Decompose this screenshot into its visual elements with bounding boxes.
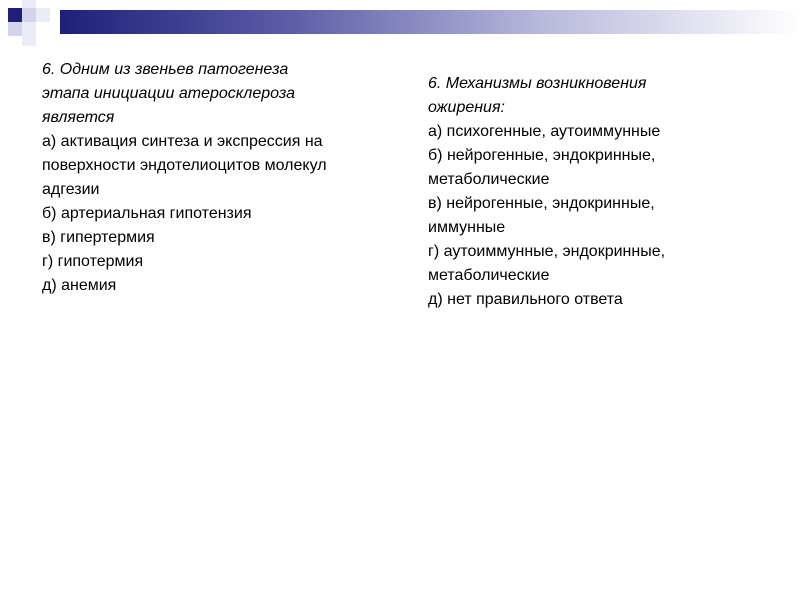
quiz-question-left: [42, 58, 402, 298]
decor-square-lavender-low: [8, 22, 22, 36]
quiz-question-right: [428, 72, 768, 312]
answer-option: д) нет правильного ответа: [428, 291, 623, 308]
answer-options: [428, 120, 768, 312]
question-line: этапа инициации атеросклероза: [42, 85, 295, 102]
answer-option: метаболические: [428, 267, 550, 284]
question-line: 6. Механизмы возникновения: [428, 75, 647, 92]
answer-option: а) психогенные, аутоиммунные: [428, 123, 661, 140]
answer-option: б) нейрогенные, эндокринные,: [428, 147, 656, 164]
question-text: [42, 58, 402, 130]
answer-option: д) анемия: [42, 277, 117, 294]
answer-option: а) активация синтеза и экспрессия на: [42, 133, 323, 150]
answer-option: г) аутоиммунные, эндокринные,: [428, 243, 666, 260]
answer-option: иммунные: [428, 219, 506, 236]
question-line: 6. Одним из звеньев патогенеза: [42, 61, 289, 78]
answer-option: в) гипертермия: [42, 229, 155, 246]
decor-square-light-bottom: [22, 36, 36, 46]
slide-header-decoration: [0, 0, 800, 48]
answer-options: [42, 130, 402, 298]
answer-option: в) нейрогенные, эндокринные,: [428, 195, 655, 212]
decor-square-navy: [8, 8, 22, 22]
decor-square-light-mid: [36, 8, 50, 22]
decor-square-light-top: [22, 0, 36, 8]
header-gradient-bar: [60, 10, 800, 34]
answer-option: г) гипотермия: [42, 253, 144, 270]
question-line: является: [42, 109, 115, 126]
question-text: [428, 72, 768, 120]
answer-option: б) артериальная гипотензия: [42, 205, 252, 222]
decor-square-lavender: [22, 8, 36, 22]
decor-square-light-low: [22, 22, 36, 36]
answer-option: метаболические: [428, 171, 550, 188]
question-line: ожирения:: [428, 99, 505, 116]
answer-option: поверхности эндотелиоцитов молекул: [42, 157, 327, 174]
answer-option: адгезии: [42, 181, 100, 198]
